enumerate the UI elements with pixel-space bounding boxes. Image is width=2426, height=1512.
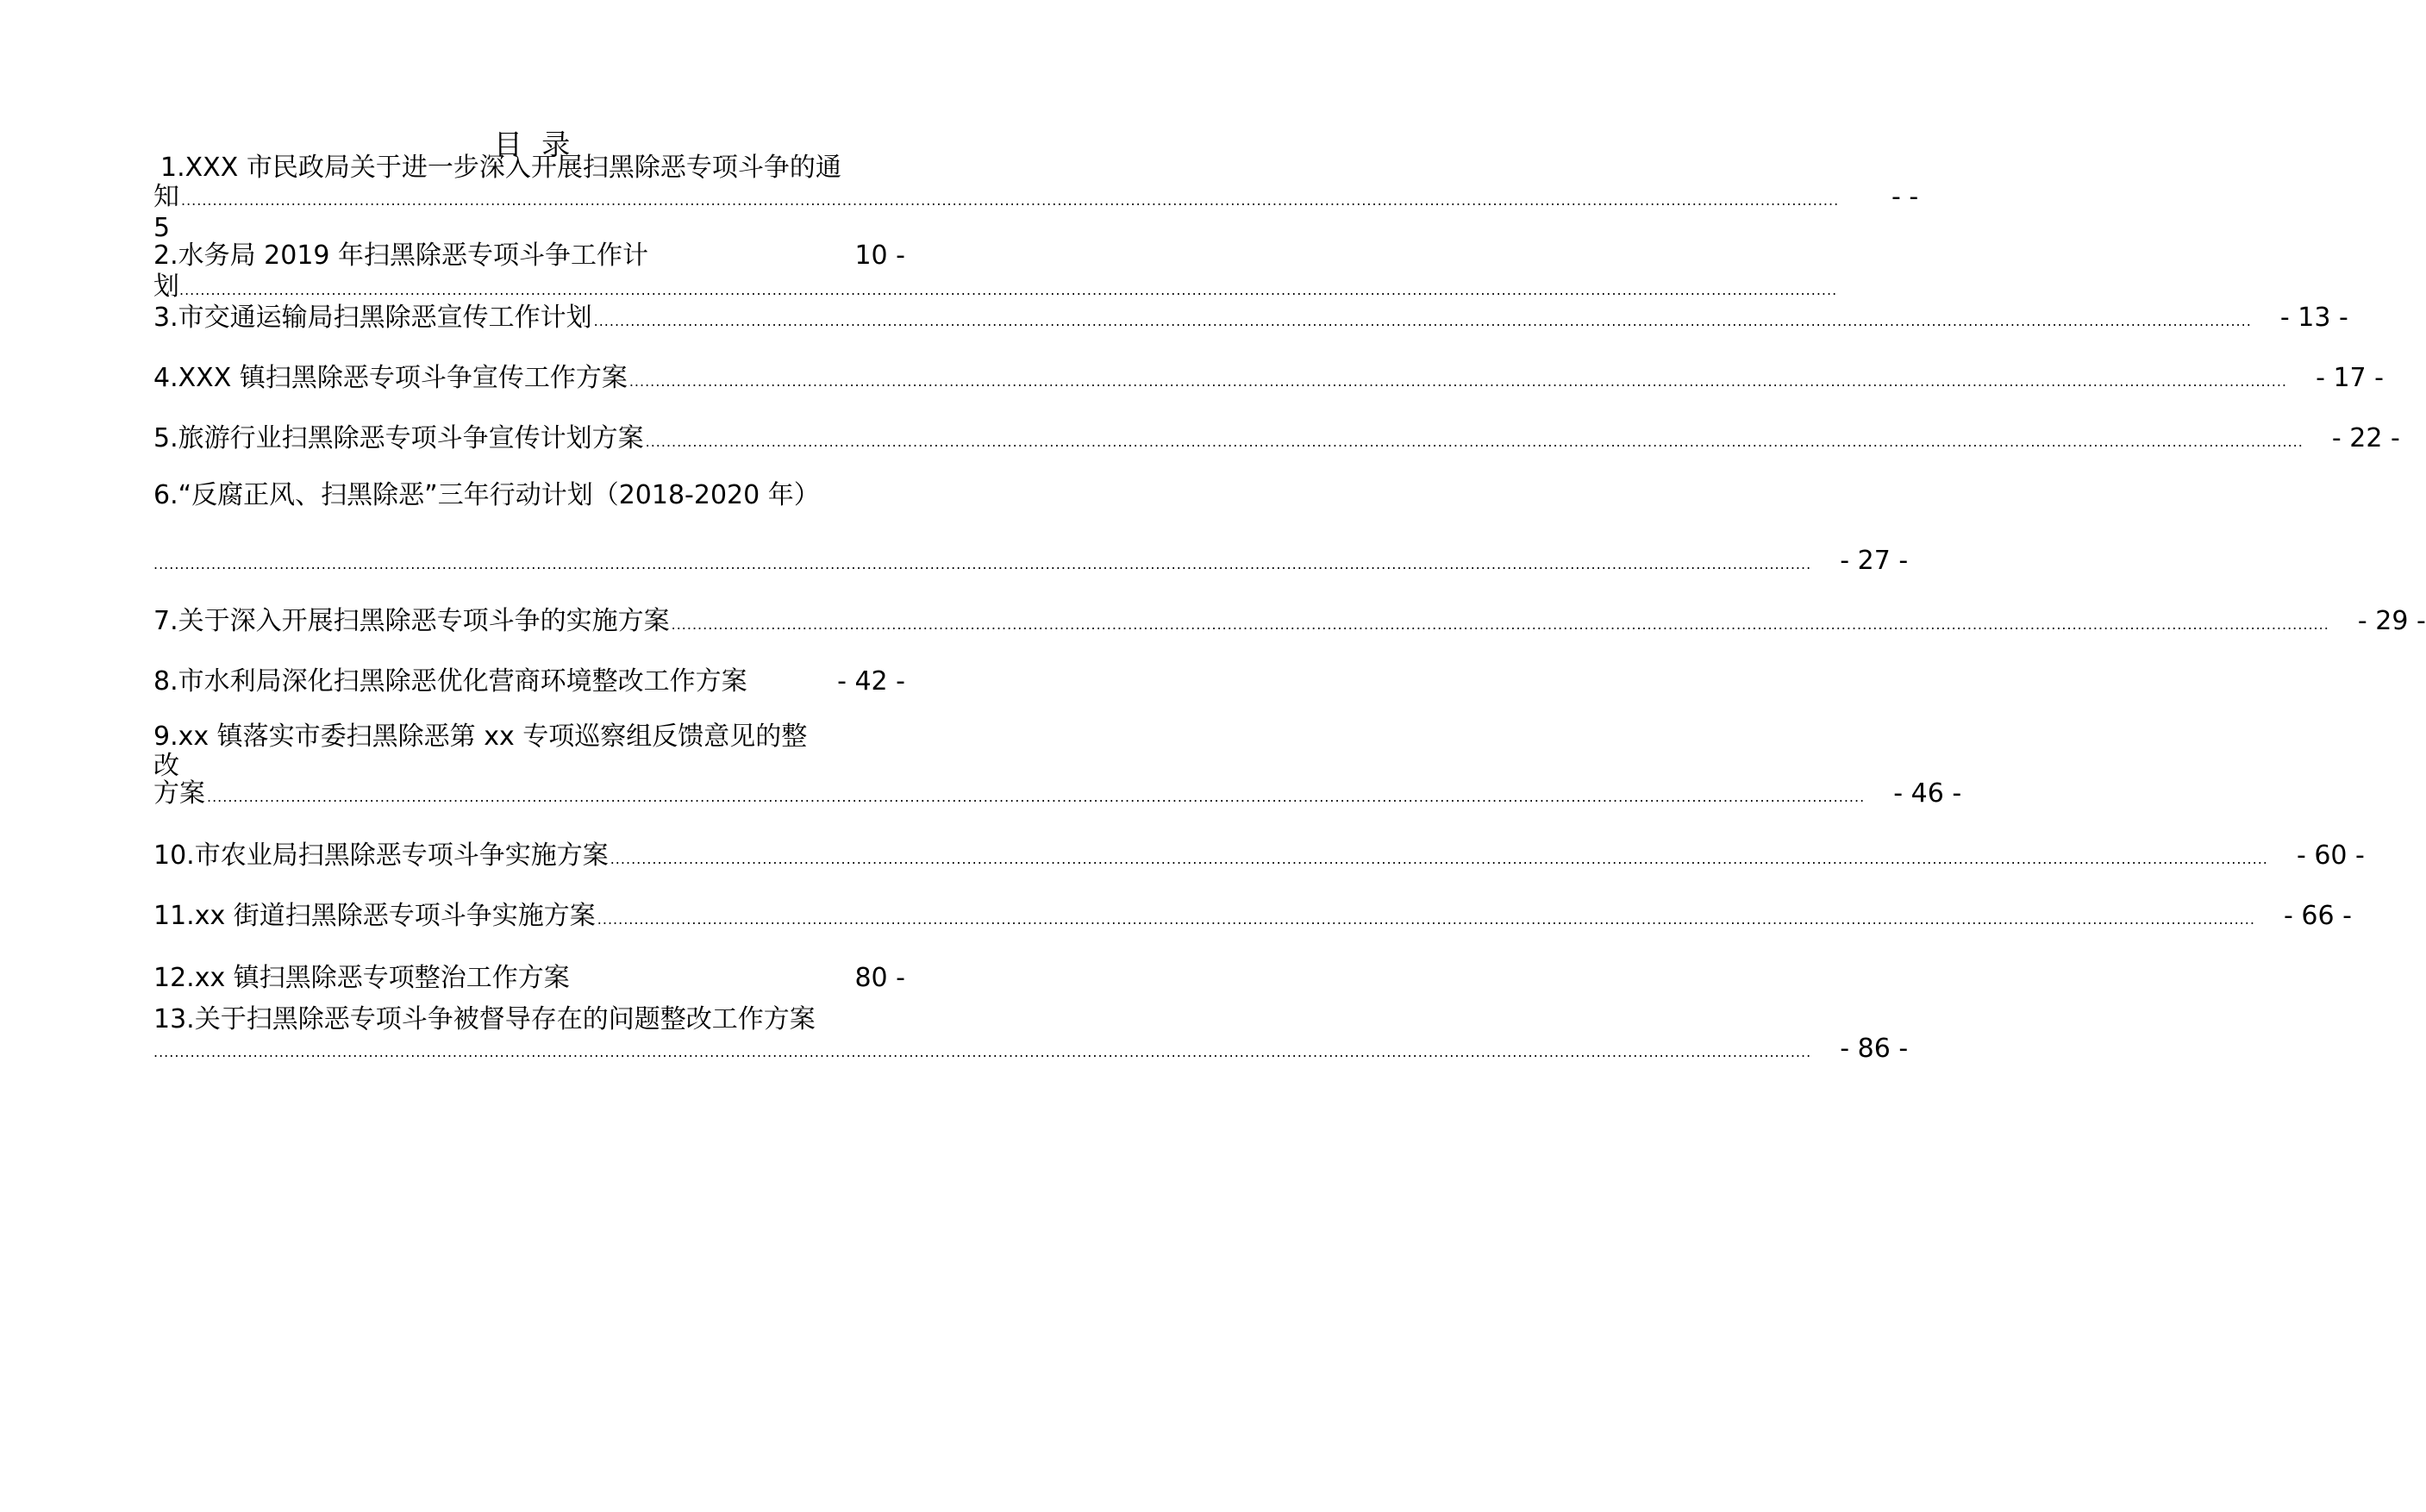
toc-entry-8-page: - 42 - bbox=[837, 666, 905, 697]
toc-leader-dots: ............................................................................................................................................................................................................................................................................................................................ bbox=[628, 373, 2287, 390]
toc-entry-5-title: 5.旅游行业扫黑除恶专项斗争宣传计划方案 bbox=[153, 423, 644, 453]
toc-leader-dots: ............................................................................................................................................................................................................................................................................................................................ bbox=[181, 192, 1840, 209]
toc-entry-2-cont-row bbox=[153, 271, 1838, 302]
toc-entry-11-page: - 66 - bbox=[2284, 901, 2352, 931]
toc-entry-12-page: 80 - bbox=[854, 963, 905, 993]
toc-leader-dots: ............................................................................................................................................................................................................................................................................................................................ bbox=[207, 789, 1866, 805]
toc-entry-9-row bbox=[153, 778, 1962, 810]
toc-entry-9-cont: 方案 bbox=[153, 778, 205, 809]
toc-leader-dots-short: ............................................................................................................................................................................................................................................................................................................................ bbox=[179, 282, 1838, 298]
toc-entry-5-page: - 22 - bbox=[2331, 423, 2400, 453]
toc-entry-9-cont-overflow: 改 bbox=[153, 751, 179, 781]
toc-entry-1-row bbox=[153, 181, 1919, 214]
toc-entry-7-row bbox=[153, 605, 2426, 638]
toc-entry-2-row bbox=[153, 240, 905, 272]
toc-entry-11-row bbox=[153, 900, 2352, 933]
toc-entry-3-row bbox=[153, 302, 2348, 334]
toc-entry-4-row bbox=[153, 362, 2384, 395]
toc-entry-11-title: 11.xx 街道扫黑除恶专项斗争实施方案 bbox=[153, 901, 596, 931]
toc-entry-1-page-overflow: 5 bbox=[153, 213, 171, 243]
toc-entry-6-row bbox=[153, 545, 1909, 578]
toc-entry-1-title: 1.XXX 市民政局关于进一步深入开展扫黑除恶专项斗争的通 bbox=[160, 153, 841, 183]
toc-leader-dots: ............................................................................................................................................................................................................................................................................................................................ bbox=[153, 1044, 1812, 1060]
toc-entry-13-title: 13.关于扫黑除恶专项斗争被督导存在的问题整改工作方案 bbox=[153, 1004, 816, 1034]
toc-entry-7-page: - 29 - bbox=[2357, 606, 2426, 636]
toc-entry-4-page: - 17 - bbox=[2316, 363, 2384, 393]
toc-entry-2-cont: 划 bbox=[153, 272, 179, 302]
toc-entry-3-title: 3.市交通运输局扫黑除恶宣传工作计划 bbox=[153, 303, 592, 333]
toc-entry-2-page: 10 - bbox=[854, 241, 905, 271]
toc-entry-12-row bbox=[153, 962, 905, 995]
toc-entry-1-page: - - bbox=[1891, 182, 1919, 212]
toc-entry-7-title: 7.关于深入开展扫黑除恶专项斗争的实施方案 bbox=[153, 606, 670, 636]
toc-entry-13-row bbox=[153, 1033, 1909, 1065]
toc-entry-1-cont: 知 bbox=[153, 182, 179, 212]
toc-entry-13-page: - 86 - bbox=[1840, 1034, 1909, 1064]
toc-entry-12-title: 12.xx 镇扫黑除恶专项整治工作方案 bbox=[153, 963, 570, 993]
toc-entry-8-title: 8.市水利局深化扫黑除恶优化营商环境整改工作方案 bbox=[153, 666, 747, 697]
toc-entry-6-title: 6.“反腐正风、扫黑除恶”三年行动计划（2018-2020 年） bbox=[153, 480, 820, 510]
toc-entry-9-title: 9.xx 镇落实市委扫黑除恶第 xx 专项巡察组反馈意见的整 bbox=[153, 722, 808, 752]
toc-entry-10-row bbox=[153, 840, 2365, 872]
toc-leader-dots: ............................................................................................................................................................................................................................................................................................................................ bbox=[597, 911, 2255, 928]
toc-leader-dots: ............................................................................................................................................................................................................................................................................................................................ bbox=[593, 313, 2252, 329]
toc-entry-9-page: - 46 - bbox=[1893, 778, 1962, 809]
toc-leader-dots: ............................................................................................................................................................................................................................................................................................................................ bbox=[645, 434, 2304, 450]
toc-leader-dots: ............................................................................................................................................................................................................................................................................................................................ bbox=[153, 556, 1812, 572]
toc-title: 目 录 bbox=[493, 128, 576, 161]
toc-leader-dots: ............................................................................................................................................................................................................................................................................................................................ bbox=[610, 851, 2268, 867]
toc-entry-10-title: 10.市农业局扫黑除恶专项斗争实施方案 bbox=[153, 840, 609, 871]
toc-entry-8-row bbox=[153, 665, 905, 698]
toc-entry-6-page: - 27 - bbox=[1840, 546, 1909, 576]
toc-entry-5-row bbox=[153, 422, 2400, 455]
toc-entry-3-page: - 13 - bbox=[2279, 303, 2348, 333]
toc-leader-dots: ............................................................................................................................................................................................................................................................................................................................ bbox=[671, 616, 2329, 633]
toc-entry-4-title: 4.XXX 镇扫黑除恶专项斗争宣传工作方案 bbox=[153, 363, 628, 393]
toc-entry-2-title: 2.水务局 2019 年扫黑除恶专项斗争工作计 bbox=[153, 241, 649, 271]
toc-entry-10-page: - 60 - bbox=[2296, 840, 2365, 871]
